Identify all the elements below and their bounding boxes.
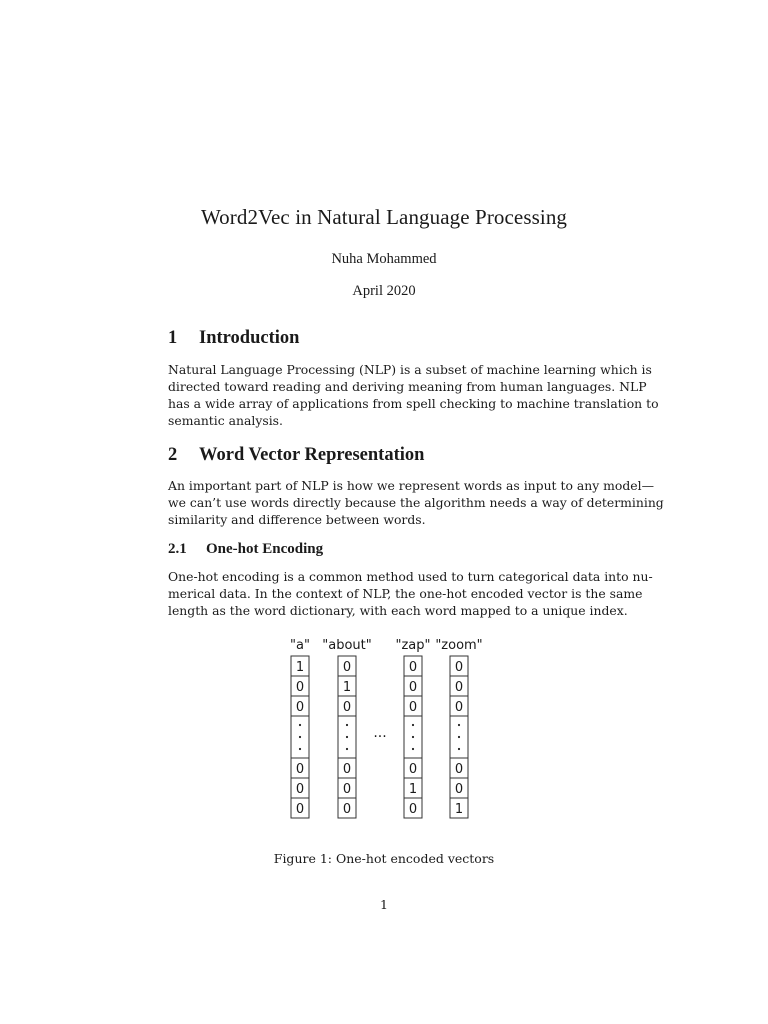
vector-ellipsis-dot bbox=[346, 724, 348, 726]
figure-caption: Figure 1: One-hot encoded vectors bbox=[273, 851, 495, 866]
vector-label: "about" bbox=[322, 638, 372, 653]
page-number: 1 bbox=[380, 897, 388, 912]
vector-cell-value: 0 bbox=[342, 700, 352, 715]
vector-cell-value: 0 bbox=[408, 762, 418, 777]
paragraph-line: Natural Language Processing (NLP) is a subset of machine learning which is bbox=[168, 362, 652, 377]
vector-ellipsis-dot bbox=[458, 724, 460, 726]
vector-ellipsis-dot bbox=[458, 736, 460, 738]
vector-ellipsis-dot bbox=[412, 736, 414, 738]
one-hot-vectors-figure bbox=[280, 632, 490, 827]
paragraph-line: One-hot encoding is a common method used to turn categorical data into nu- bbox=[168, 569, 653, 584]
vector-cell-value: 1 bbox=[408, 782, 418, 797]
paragraph-line: similarity and difference between words. bbox=[168, 512, 426, 527]
vector-cell-value: 0 bbox=[295, 802, 305, 817]
paper-title: Word2Vec in Natural Language Processing bbox=[200, 205, 568, 229]
one-hot-paragraph bbox=[168, 568, 653, 619]
vector-ellipsis-dot bbox=[346, 736, 348, 738]
paragraph-line: we can’t use words directly because the algorithm needs a way of determining bbox=[168, 495, 664, 510]
section-number: 2 bbox=[168, 445, 178, 465]
vector-cell-value: 1 bbox=[454, 802, 464, 817]
vector-cell-value: 0 bbox=[342, 802, 352, 817]
paper-author: Nuha Mohammed bbox=[331, 251, 437, 267]
paragraph-line: directed toward reading and deriving meaning from human languages. NLP bbox=[168, 379, 647, 394]
word-vector-paragraph bbox=[168, 477, 664, 528]
vector-label: "a" bbox=[290, 638, 310, 653]
horizontal-ellipsis: ··· bbox=[373, 729, 387, 745]
subsection-title: One-hot Encoding bbox=[206, 541, 324, 557]
vector-cell-value: 0 bbox=[342, 660, 352, 675]
vector-cell-value: 1 bbox=[342, 680, 352, 695]
vector-ellipsis-dot bbox=[299, 724, 301, 726]
section-title: Introduction bbox=[199, 328, 300, 348]
vector-cell-value: 0 bbox=[408, 680, 418, 695]
subsection-heading-one-hot-encoding bbox=[168, 541, 323, 558]
vector-cell-value: 0 bbox=[408, 802, 418, 817]
introduction-paragraph bbox=[168, 361, 659, 429]
subsection-number: 2.1 bbox=[168, 541, 187, 557]
one-hot-vectors-diagram bbox=[280, 632, 490, 827]
paragraph-line: length as the word dictionary, with each word mapped to a unique index. bbox=[168, 603, 628, 618]
paragraph-line: An important part of NLP is how we represent words as input to any model— bbox=[168, 478, 654, 493]
vector-label: "zap" bbox=[395, 638, 431, 653]
vector-ellipsis-dot bbox=[412, 724, 414, 726]
vector-ellipsis-dot bbox=[412, 748, 414, 750]
vector-ellipsis-dot bbox=[458, 748, 460, 750]
paragraph-line: merical data. In the context of NLP, the one-hot encoded vector is the same bbox=[168, 586, 643, 601]
vector-cell-value: 0 bbox=[342, 782, 352, 797]
vector-cell-value: 0 bbox=[295, 782, 305, 797]
vector-cell-value: 1 bbox=[295, 660, 305, 675]
paper-date: April 2020 bbox=[352, 283, 416, 299]
paragraph-line: semantic analysis. bbox=[168, 413, 283, 428]
section-heading-introduction bbox=[168, 328, 299, 349]
vector-cell-value: 0 bbox=[295, 700, 305, 715]
vector-cell-value: 0 bbox=[454, 680, 464, 695]
vector-label: "zoom" bbox=[435, 638, 483, 653]
vector-ellipsis-dot bbox=[299, 736, 301, 738]
vector-cell-value: 0 bbox=[408, 700, 418, 715]
vector-cell-value: 0 bbox=[295, 680, 305, 695]
vector-cell-value: 0 bbox=[454, 700, 464, 715]
vector-cell-value: 0 bbox=[454, 762, 464, 777]
vector-cell-value: 0 bbox=[454, 660, 464, 675]
paragraph-line: has a wide array of applications from spell checking to machine translation to bbox=[168, 396, 659, 411]
vector-cell-value: 0 bbox=[408, 660, 418, 675]
vector-ellipsis-dot bbox=[299, 748, 301, 750]
vector-cell-value: 0 bbox=[342, 762, 352, 777]
vector-cell-value: 0 bbox=[295, 762, 305, 777]
section-number: 1 bbox=[168, 328, 178, 348]
vector-ellipsis-dot bbox=[346, 748, 348, 750]
vector-cell-value: 0 bbox=[454, 782, 464, 797]
section-heading-word-vector-representation bbox=[168, 445, 424, 466]
section-title: Word Vector Representation bbox=[199, 445, 425, 465]
